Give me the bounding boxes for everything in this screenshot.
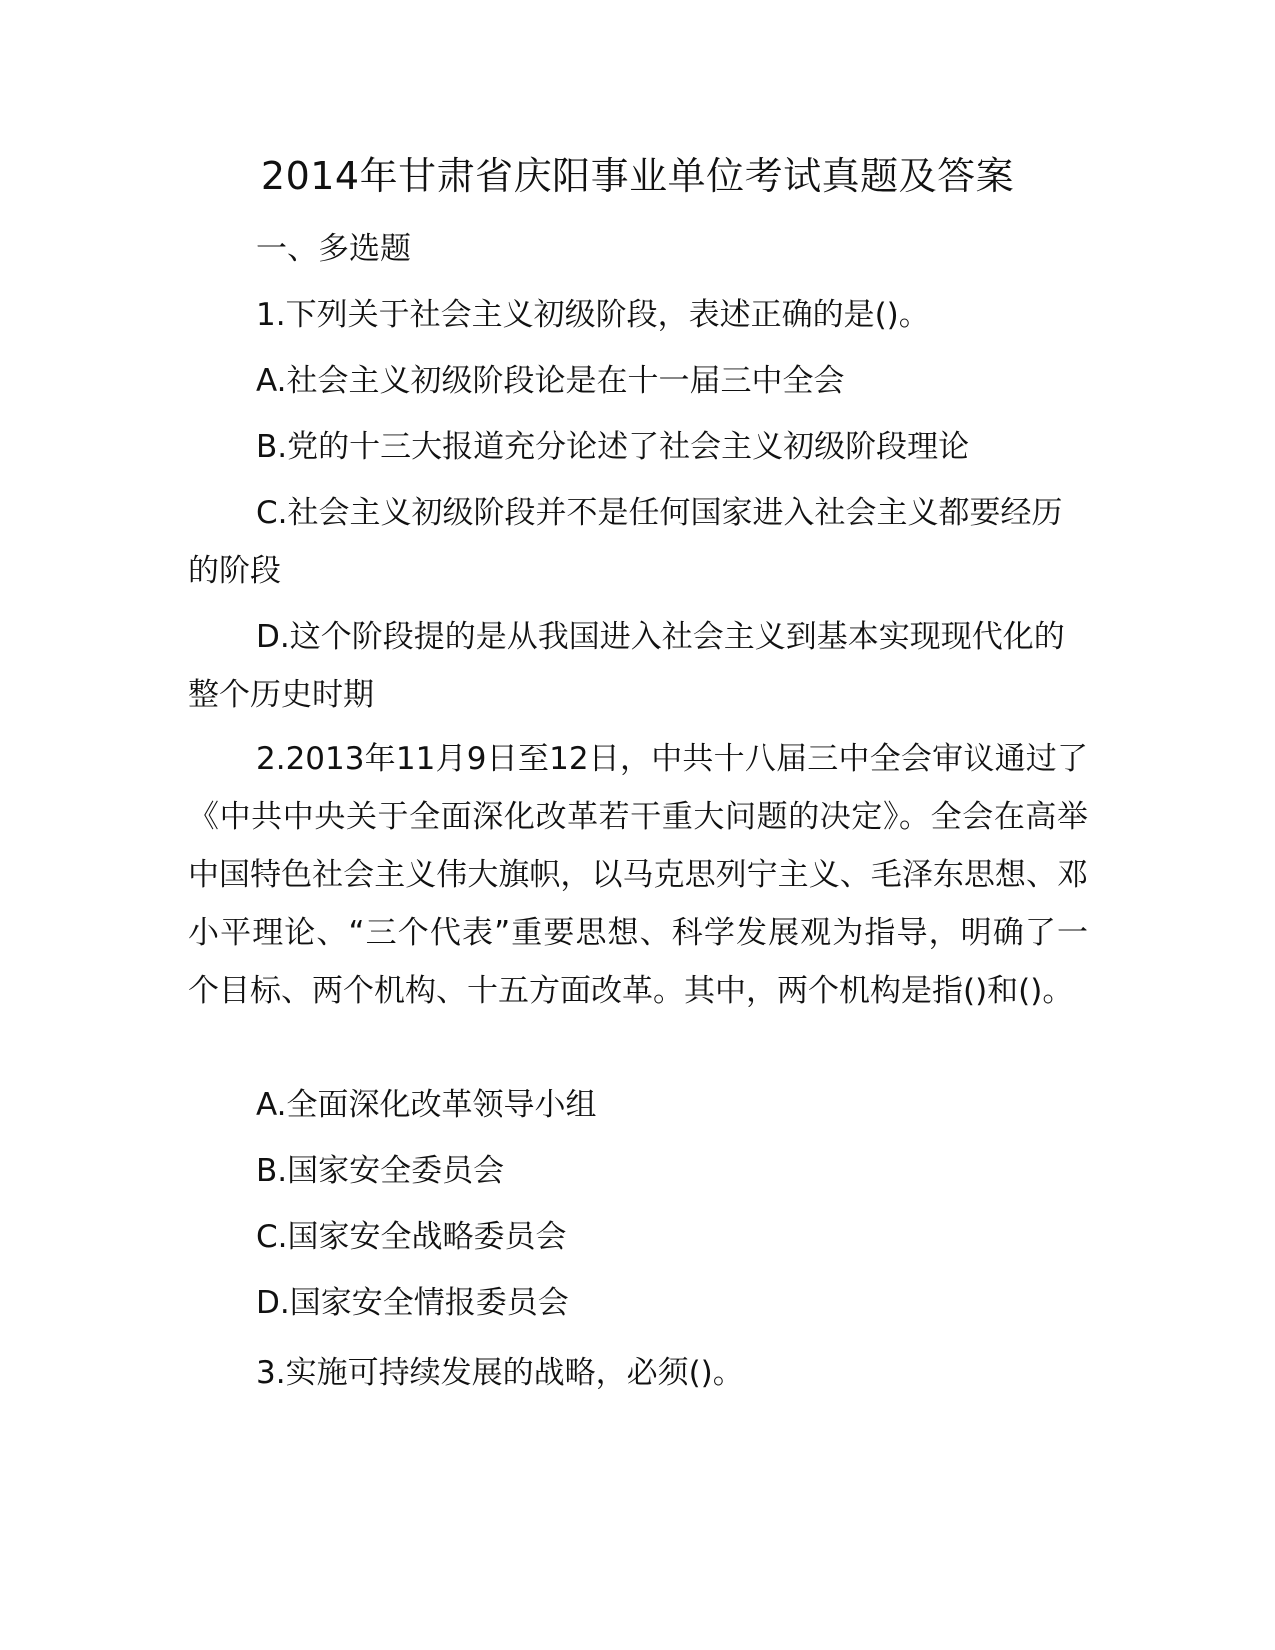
question-2-option-a: A.全面深化改革领导小组 (256, 1087, 597, 1123)
question-2-option-c: C.国家安全战略委员会 (256, 1219, 567, 1255)
document-title: 2014年甘肃省庆阳事业单位考试真题及答案 (260, 154, 1015, 198)
section-heading: 一、多选题 (256, 231, 411, 267)
question-2-stem: 2.2013年11月9日至12日，中共十八届三中全会审议通过了《中共中央关于全面深化改革若干重大问题的决定》。全会在高举中国特色社会主义伟大旗帜，以马克思列宁主义、毛泽东思想、邓小平理论、“三个代表”重要思想、科学发展观为指导，明确了一个目标、两个机构、十五方面改革。其中，两个机构是指()和()。 (188, 741, 1088, 1009)
question-2-option-d: D.国家安全情报委员会 (256, 1285, 569, 1321)
question-1-option-d: D.这个阶段提的是从我国进入社会主义到基本实现现代化的整个历史时期 (188, 619, 1065, 713)
question-1-option-b: B.党的十三大报道充分论述了社会主义初级阶段理论 (256, 429, 970, 465)
question-1-option-a: A.社会主义初级阶段论是在十一届三中全会 (256, 363, 845, 399)
question-1-option-c: C.社会主义初级阶段并不是任何国家进入社会主义都要经历的阶段 (188, 495, 1063, 589)
question-1-stem: 1.下列关于社会主义初级阶段，表述正确的是()。 (256, 297, 930, 333)
question-3-stem: 3.实施可持续发展的战略，必须()。 (256, 1355, 744, 1391)
question-2-option-b: B.国家安全委员会 (256, 1153, 505, 1189)
